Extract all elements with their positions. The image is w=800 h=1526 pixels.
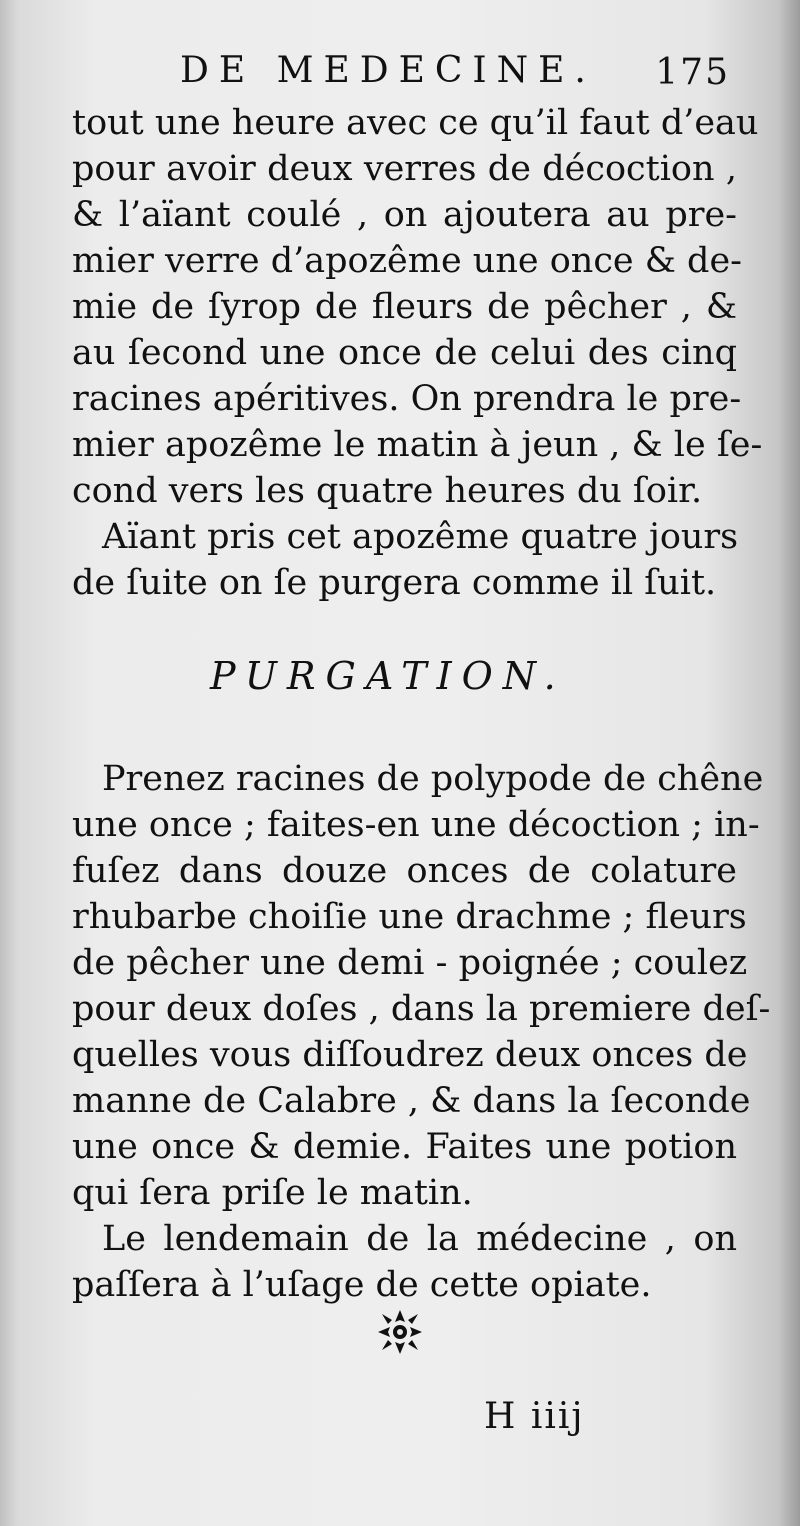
text-line: pour deux doſes , dans la premiere deſ- xyxy=(72,989,771,1029)
text-line: une once & demie. Faites une potion xyxy=(72,1127,737,1167)
paragraph-1 xyxy=(72,100,763,514)
text-line: mier apozême le matin à jeun , & le ſe- xyxy=(72,425,763,465)
text-line: pour avoir deux verres de décoction , xyxy=(72,149,737,189)
text-line: une once ; faites-en une décoction ; in- xyxy=(72,805,760,845)
page-header xyxy=(0,42,800,102)
signature-mark: H iiij xyxy=(484,1396,585,1437)
page-number: 175 xyxy=(655,52,730,93)
fleuron-ornament-icon xyxy=(376,1308,424,1356)
text-line: tout une heure avec ce qu’il faut d’eau xyxy=(72,103,759,143)
text-line: rhubarbe choiſie une drachme ; fleurs xyxy=(72,897,747,937)
paragraph-2 xyxy=(72,514,737,606)
text-line: quelles vous diſſoudrez deux onces de xyxy=(72,1035,748,1075)
paragraph-4 xyxy=(72,1216,737,1308)
text-line: mie de ſyrop de fleurs de pêcher , & xyxy=(72,287,737,327)
text-line: de pêcher une demi - poignée ; coulez xyxy=(72,943,748,983)
paragraph-3 xyxy=(72,756,771,1216)
text-line: fuſez dans douze onces de colature xyxy=(72,851,737,891)
text-line: Le lendemain de la médecine , on xyxy=(102,1219,737,1259)
text-line: Aïant pris cet apozême quatre jours xyxy=(102,517,739,557)
text-line: racines apéritives. On prendra le pre- xyxy=(72,379,742,419)
text-line: mier verre d’apozême une once & de- xyxy=(72,241,742,281)
section-title: PURGATION. xyxy=(210,654,566,698)
text-line: cond vers les quatre heures du ſoir. xyxy=(72,471,703,511)
page-right-shadow xyxy=(778,0,800,1526)
running-head: DE MEDECINE. xyxy=(180,50,596,91)
text-line: paſſera à l’uſage de cette opiate. xyxy=(72,1265,652,1305)
text-line: manne de Calabre , & dans la ſeconde xyxy=(72,1081,751,1121)
page-left-shadow xyxy=(0,0,18,1526)
text-line: & l’aïant coulé , on ajoutera au pre- xyxy=(72,195,737,235)
text-line: Prenez racines de polypode de chêne xyxy=(102,759,764,799)
text-line: de ſuite on ſe purgera comme il ſuit. xyxy=(72,563,717,603)
text-line: qui ſera priſe le matin. xyxy=(72,1173,473,1213)
text-line: au ſecond une once de celui des cinq xyxy=(72,333,737,373)
body-text xyxy=(72,100,771,1308)
